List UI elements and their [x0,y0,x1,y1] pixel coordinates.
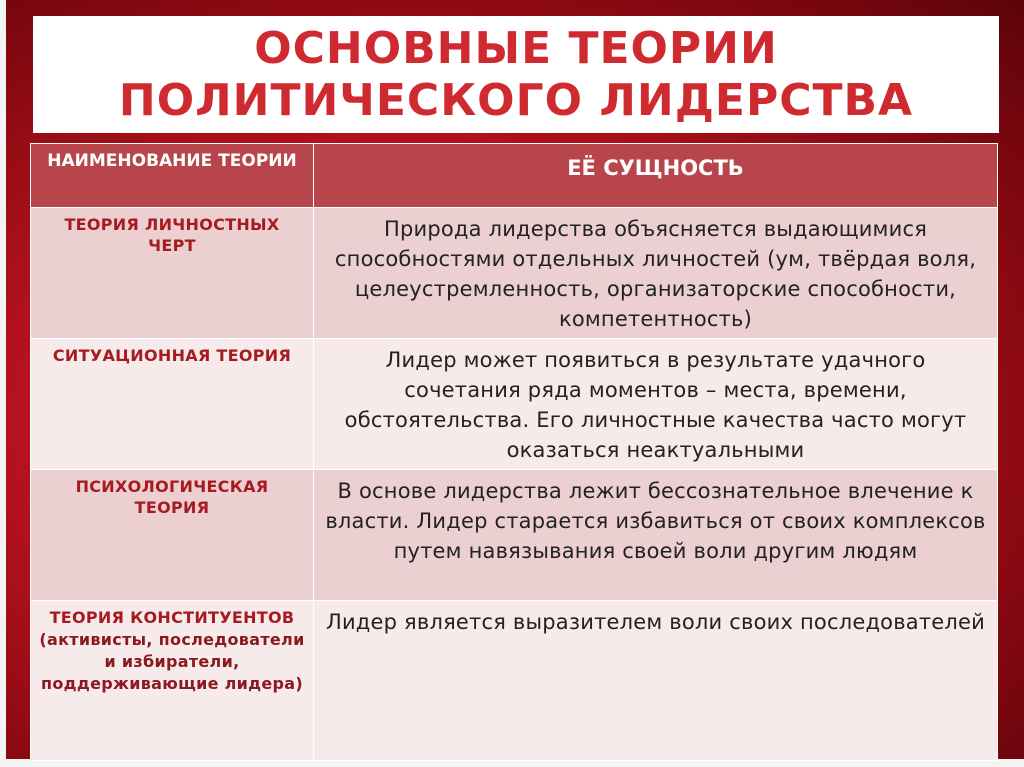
table-header-row [31,144,998,208]
theory-essence: Лидер является выразителем воли своих последователей [314,601,998,761]
theory-name: ТЕОРИЯ КОНСТИТУЕНТОВ [49,608,295,627]
theories-table [30,143,998,761]
table-row [31,208,998,339]
table-row [31,601,998,761]
table-row [31,470,998,601]
theory-name-note: (активисты, последователи и избиратели, поддерживающие лидера) [39,630,305,693]
theory-name: СИТУАЦИОННАЯ ТЕОРИЯ [31,339,314,470]
theory-essence: Лидер может появиться в результате удачного сочетания ряда моментов – места, времени, обстоятельства. Его личностные качества часто могут оказаться неактуальными [314,339,998,470]
header-essence: ЕЁ СУЩНОСТЬ [314,144,998,208]
theory-name: ТЕОРИЯ ЛИЧНОСТНЫХ ЧЕРТ [31,208,314,339]
theory-essence: Природа лидерства объясняется выдающимися способностями отдельных личностей (ум, твёрдая воля, целеустремленность, организаторские способности, компетентность) [314,208,998,339]
title-banner [33,16,999,133]
theory-name: ПСИХОЛОГИЧЕСКАЯ ТЕОРИЯ [31,470,314,601]
title-line-1: ОСНОВНЫЕ ТЕОРИИ [254,22,778,74]
frame-left-edge [0,0,6,767]
table-row [31,339,998,470]
theory-essence: В основе лидерства лежит бессознательное влечение к власти. Лидер старается избавиться от своих комплексов путем навязывания своей воли другим людям [314,470,998,601]
title-line-2: ПОЛИТИЧЕСКОГО ЛИДЕРСТВА [118,74,914,126]
header-theory-name: НАИМЕНОВАНИЕ ТЕОРИИ [31,144,314,208]
theory-name-cell [31,601,314,761]
